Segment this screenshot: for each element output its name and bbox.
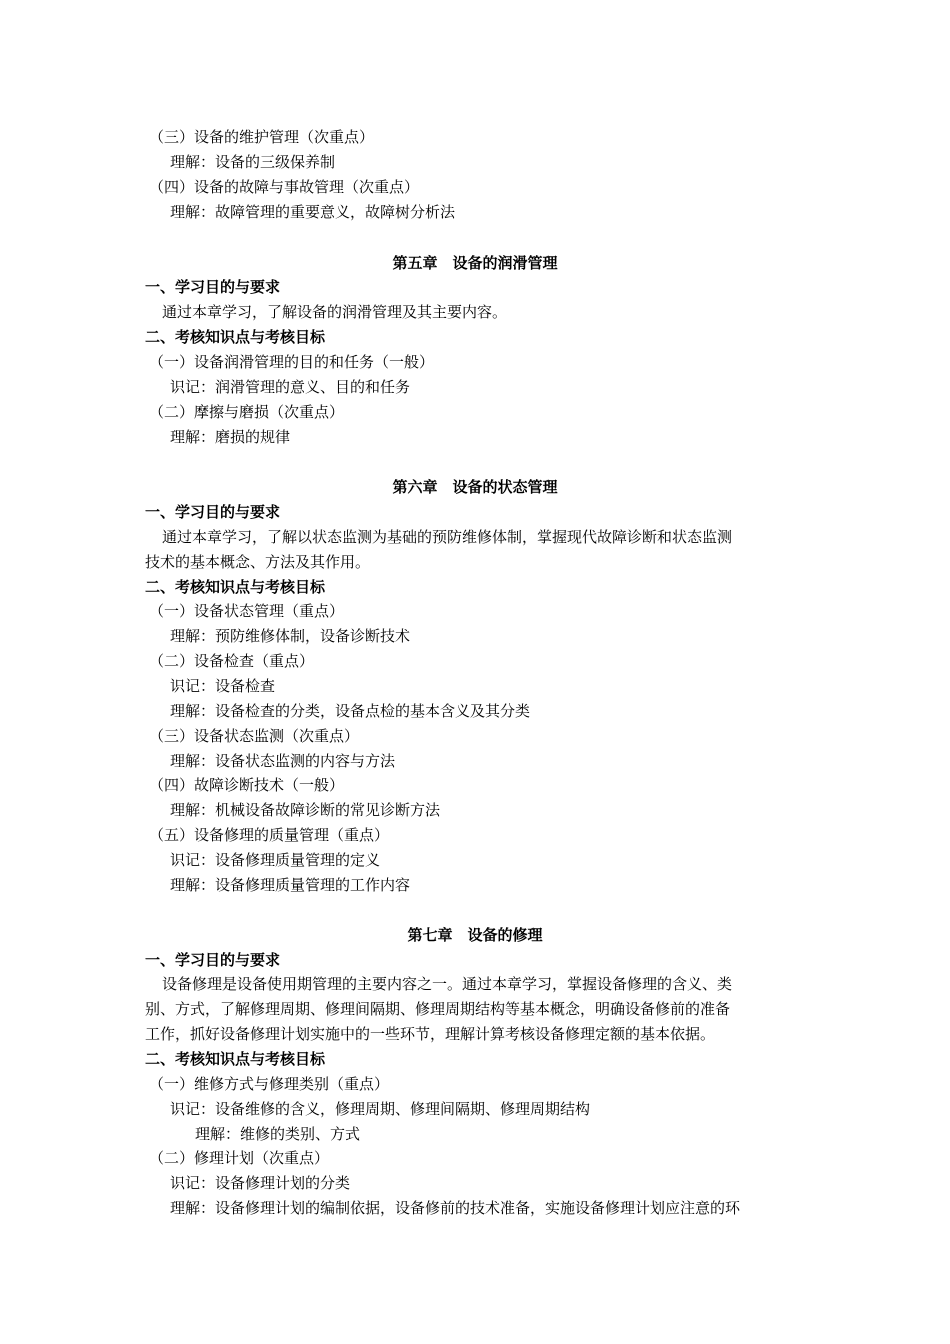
section-heading: （一）设备润滑管理的目的和任务（一般） bbox=[149, 353, 435, 371]
section-heading: （二）设备检查（重点） bbox=[149, 652, 315, 670]
part-heading: 二、考核知识点与考核目标 bbox=[145, 578, 326, 596]
paragraph-line: 技术的基本概念、方法及其作用。 bbox=[145, 553, 371, 571]
section-heading: （四）故障诊断技术（一般） bbox=[149, 776, 345, 794]
requirement-line: 识记：设备修理计划的分类 bbox=[170, 1174, 351, 1192]
part-heading: 二、考核知识点与考核目标 bbox=[145, 328, 326, 346]
paragraph-line: 通过本章学习，了解设备的润滑管理及其主要内容。 bbox=[162, 303, 508, 321]
section-heading: （四）设备的故障与事故管理（次重点） bbox=[149, 178, 420, 196]
part-heading: 二、考核知识点与考核目标 bbox=[145, 1050, 326, 1068]
requirement-line: 识记：设备检查 bbox=[170, 677, 276, 695]
part-heading: 一、学习目的与要求 bbox=[145, 503, 281, 521]
requirement-line: 理解：设备的三级保养制 bbox=[170, 153, 336, 171]
requirement-line: 理解：维修的类别、方式 bbox=[195, 1125, 361, 1143]
section-heading: （二）修理计划（次重点） bbox=[149, 1149, 330, 1167]
paragraph-line: 别、方式，了解修理周期、修理间隔期、修理周期结构等基本概念，明确设备修前的准备 bbox=[145, 1000, 731, 1018]
requirement-line: 理解：设备检查的分类，设备点检的基本含义及其分类 bbox=[170, 702, 531, 720]
section-heading: （三）设备状态监测（次重点） bbox=[149, 727, 360, 745]
section-heading: （三）设备的维护管理（次重点） bbox=[149, 128, 375, 146]
paragraph-line: 通过本章学习，了解以状态监测为基础的预防维修体制，掌握现代故障诊断和状态监测 bbox=[162, 528, 733, 546]
chapter-title: 第五章 设备的润滑管理 bbox=[392, 254, 558, 272]
requirement-line: 理解：设备修理质量管理的工作内容 bbox=[170, 876, 411, 894]
requirement-line: 识记：润滑管理的意义、目的和任务 bbox=[170, 378, 411, 396]
requirement-line: 理解：机械设备故障诊断的常见诊断方法 bbox=[170, 801, 441, 819]
requirement-line: 理解：磨损的规律 bbox=[170, 428, 291, 446]
requirement-line: 理解：故障管理的重要意义，故障树分析法 bbox=[170, 203, 456, 221]
section-heading: （一）设备状态管理（重点） bbox=[149, 602, 345, 620]
chapter-title: 第七章 设备的修理 bbox=[407, 926, 543, 944]
chapter-title: 第六章 设备的状态管理 bbox=[392, 478, 558, 496]
section-heading: （一）维修方式与修理类别（重点） bbox=[149, 1075, 390, 1093]
requirement-line: 理解：设备状态监测的内容与方法 bbox=[170, 752, 396, 770]
requirement-line: 识记：设备维修的含义，修理周期、修理间隔期、修理周期结构 bbox=[170, 1100, 591, 1118]
paragraph-line: 设备修理是设备使用期管理的主要内容之一。通过本章学习，掌握设备修理的含义、类 bbox=[162, 975, 733, 993]
section-heading: （五）设备修理的质量管理（重点） bbox=[149, 826, 390, 844]
requirement-line: 理解：预防维修体制，设备诊断技术 bbox=[170, 627, 411, 645]
section-heading: （二）摩擦与磨损（次重点） bbox=[149, 403, 345, 421]
part-heading: 一、学习目的与要求 bbox=[145, 951, 281, 969]
requirement-line: 识记：设备修理质量管理的定义 bbox=[170, 851, 381, 869]
requirement-line: 理解：设备修理计划的编制依据，设备修前的技术准备，实施设备修理计划应注意的环 bbox=[170, 1199, 741, 1217]
paragraph-line: 工作，抓好设备修理计划实施中的一些环节，理解计算考核设备修理定额的基本依据。 bbox=[145, 1025, 716, 1043]
part-heading: 一、学习目的与要求 bbox=[145, 278, 281, 296]
